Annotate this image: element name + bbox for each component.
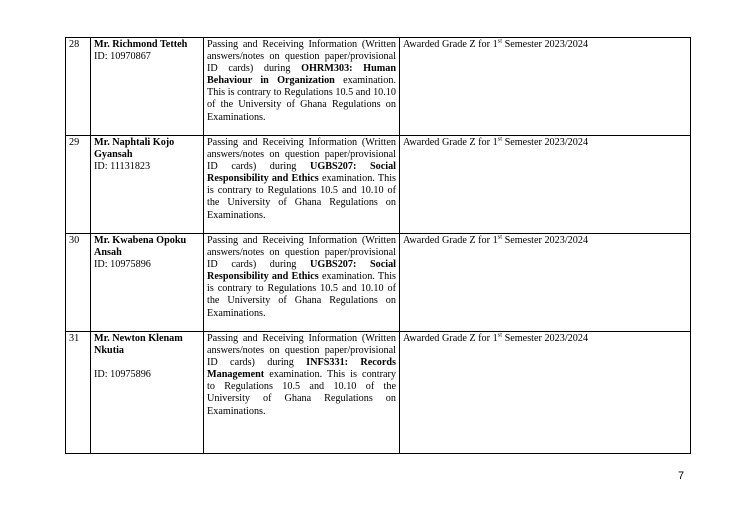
sanction-semester: Semester 2023/2024	[502, 39, 589, 50]
student-name: Mr. Richmond Tetteh	[94, 39, 188, 50]
offence-text: Passing and Receiving Information (Written answers/notes on question paper/provisional ID cards) during	[207, 137, 396, 173]
sanction-text: Awarded Grade Z for 1	[403, 235, 498, 246]
sanctions-table	[65, 37, 691, 454]
sanction-semester: Semester 2023/2024	[502, 137, 589, 148]
sanction-text: Awarded Grade Z for 1	[403, 137, 498, 148]
table-row	[66, 332, 691, 454]
student-id: ID: 10975896	[94, 259, 151, 271]
sanction-ordinal: st	[497, 233, 503, 241]
row-number: 31	[66, 332, 91, 454]
table-row	[66, 136, 691, 234]
offence-cell	[204, 136, 400, 234]
sanction-cell	[400, 332, 691, 454]
student-name: Mr. Newton Klenam Nkutia	[94, 333, 183, 357]
sanction-cell	[400, 234, 691, 332]
offence-text: Passing and Receiving Information (Written answers/notes on question paper/provisional ID cards) during	[207, 333, 396, 369]
course-title: INFS331: Records Management	[207, 357, 397, 381]
offence-regulations: examination. This is contrary to Regulations 10.5 and 10.10 of the University of Ghana Regulations on Examinations.	[207, 369, 396, 417]
student-cell	[91, 332, 204, 454]
sanction-semester: Semester 2023/2024	[502, 333, 589, 344]
offence-cell	[204, 234, 400, 332]
sanction-ordinal: st	[497, 331, 503, 339]
student-name: Mr. Kwabena Opoku Ansah	[94, 235, 187, 259]
sanction-semester: Semester 2023/2024	[502, 235, 589, 246]
row-number: 28	[66, 38, 91, 136]
table-row	[66, 234, 691, 332]
student-cell	[91, 136, 204, 234]
table-row	[66, 38, 691, 136]
course-title: OHRM303: Human Behaviour in Organization	[207, 63, 396, 87]
offence-cell	[204, 38, 400, 136]
offence-regulations: examination. This is contrary to Regulations 10.5 and 10.10 of the University of Ghana Regulations on Examinations.	[207, 271, 396, 319]
course-title: UGBS207: Social Responsibility and Ethics	[207, 161, 396, 185]
student-id: ID: 10970867	[94, 51, 151, 63]
sanction-ordinal: st	[497, 135, 503, 143]
sanction-text: Awarded Grade Z for 1	[403, 39, 498, 50]
student-cell	[91, 38, 204, 136]
sanction-text: Awarded Grade Z for 1	[403, 333, 498, 344]
offence-cell	[204, 332, 400, 454]
student-cell	[91, 234, 204, 332]
row-number: 29	[66, 136, 91, 234]
offence-text: Passing and Receiving Information (Written answers/notes on question paper/provisional ID cards) during	[207, 39, 396, 75]
offence-regulations: examination. This is contrary to Regulations 10.5 and 10.10 of the University of Ghana Regulations on Examinations.	[207, 173, 396, 221]
student-id: ID: 10975896	[94, 369, 151, 381]
offence-text: Passing and Receiving Information (Written answers/notes on question paper/provisional ID cards) during	[207, 235, 396, 271]
course-title: UGBS207: Social Responsibility and Ethics	[207, 259, 396, 283]
student-id: ID: 11131823	[94, 161, 151, 173]
sanction-cell	[400, 136, 691, 234]
sanction-ordinal: st	[497, 37, 503, 45]
page-number: 7	[678, 470, 685, 482]
student-name: Mr. Naphtali Kojo Gyansah	[94, 137, 175, 161]
row-number: 30	[66, 234, 91, 332]
sanction-cell	[400, 38, 691, 136]
offence-regulations: examination. This is contrary to Regulations 10.5 and 10.10 of the University of Ghana Regulations on Examinations.	[207, 75, 397, 123]
